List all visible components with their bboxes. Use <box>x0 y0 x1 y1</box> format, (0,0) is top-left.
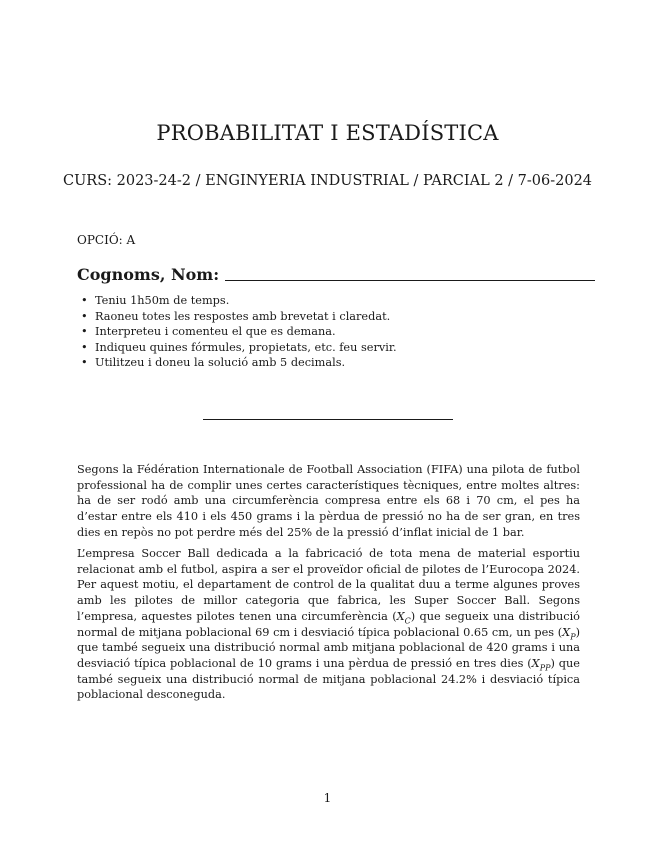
instruction-item: • Teniu 1h50m de temps. <box>95 293 595 309</box>
variable-x: X <box>562 625 571 639</box>
problem-text-part: ) que també segueix una distribució normal de mitjana poblacional 24.2% i desviació típica poblacional desconeguda. <box>77 656 580 702</box>
problem-paragraph <box>77 546 580 703</box>
variable-x: X <box>396 609 405 623</box>
problem-text-part: L’empresa Soccer Ball dedicada a la fabricació de tota mena de material esportiu relacionat amb el futbol, aspira a ser el proveïdor oficial de pilotes de l’Eurocopa 2024. Per aquest motiu, el departament de control de la qualitat duu a terme algunes proves amb les pilotes de millor categoria que fabrica, les Super Soccer Ball. Segons l’empresa, aquestes pilotes tenen una circumferència ( <box>77 547 580 623</box>
page-title: PROBABILITAT I ESTADÍSTICA <box>156 121 499 145</box>
variable-subscript: C <box>404 616 411 626</box>
page-number: 1 <box>323 791 332 805</box>
instruction-item: • Indiqueu quines fórmules, propietats, etc. feu servir. <box>95 340 595 356</box>
instruction-item: • Interpreteu i comenteu el que es demana. <box>95 324 595 340</box>
instructions-list <box>77 293 595 371</box>
variable-subscript: PP <box>539 663 551 673</box>
name-field-row <box>77 265 577 284</box>
instruction-item: • Utilitzeu i doneu la solució amb 5 decimals. <box>95 355 595 371</box>
course-subtitle: CURS: 2023-24-2 / ENGINYERIA INDUSTRIAL / PARCIAL 2 / 7-06-2024 <box>62 173 593 189</box>
problem-text-part: ) que segueix una distribució normal de mitjana poblacional 69 cm i desviació típica poblacional 0.65 cm, un pes ( <box>77 609 580 639</box>
instruction-item: • Raoneu totes les respostes amb brevetat i claredat. <box>95 309 595 325</box>
problem-text-part: ) que també segueix una distribució normal amb mitjana poblacional de 420 grams i una desviació típica poblacional de 10 grams i una pèrdua de pressió en tres dies ( <box>77 625 580 670</box>
exam-option: OPCIÓ: A <box>77 233 136 247</box>
intro-paragraph: Segons la Fédération Internationale de Football Association (FIFA) una pilota de futbol professional ha de complir unes certes característiques tècniques, entre moltes altres: ha de ser rodó amb una circumferència compresa entre els 68 i 70 cm, el pes ha d’estar entre els 410 i els 450 grams i la pèrdua de pressió no ha de ser gran, en tres dies en repòs no pot perdre més del 25% de la pressió d’inflat inicial de 1 bar. <box>77 463 580 539</box>
name-blank-line <box>225 280 595 281</box>
name-label: Cognoms, Nom: <box>77 265 220 284</box>
variable-x: X <box>531 656 540 670</box>
section-divider <box>203 419 453 420</box>
variable-subscript: P <box>570 631 576 641</box>
